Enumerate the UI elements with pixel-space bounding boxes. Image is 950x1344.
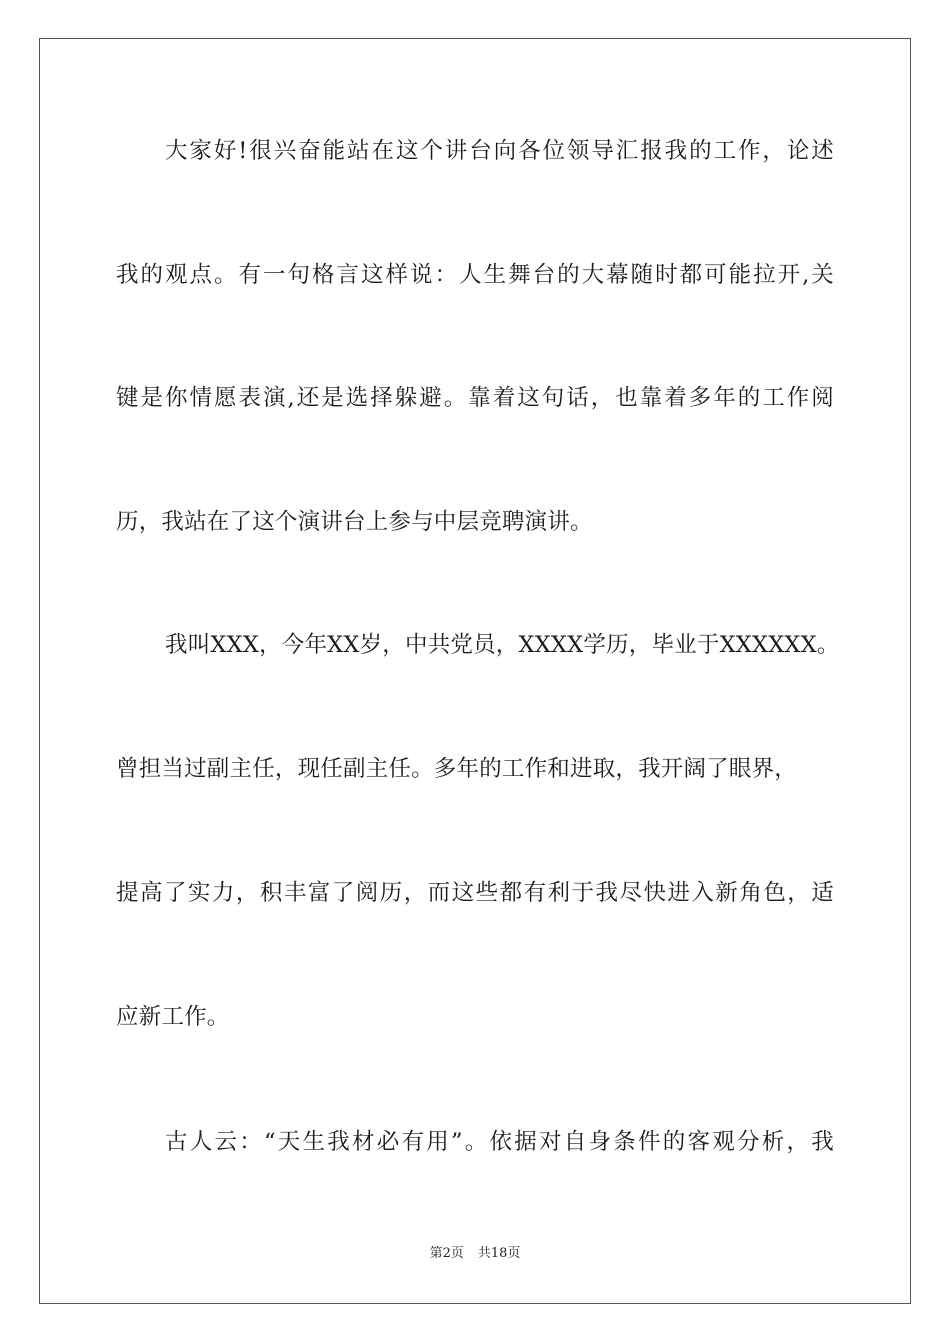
- paragraph-line: 提高了实力，积丰富了阅历，而这些都有利于我尽快进入新角色，适: [116, 880, 834, 906]
- page-border: [39, 38, 911, 1304]
- page-footer: [0, 1245, 950, 1263]
- paragraph-line: 应新工作。: [116, 1004, 230, 1030]
- total-pages: 共18页: [477, 1246, 521, 1261]
- page-number: 第2页: [429, 1246, 464, 1261]
- paragraph-line: 大家好!很兴奋能站在这个讲台向各位领导汇报我的工作，论述: [165, 138, 834, 164]
- paragraph-line: 古人云：“天生我材必有用”。依据对自身条件的客观分析，我: [165, 1129, 834, 1155]
- paragraph-line: 我叫XXX，今年XX岁，中共党员，XXXX学历，毕业于XXXXXX。: [165, 632, 840, 658]
- paragraph-line: 历，我站在了这个演讲台上参与中层竞聘演讲。: [116, 509, 593, 535]
- paragraph-line: 曾担当过副主任，现任副主任。多年的工作和进取，我开阔了眼界，: [116, 756, 798, 782]
- paragraph-line: 键是你情愿表演,还是选择躲避。靠着这句话，也靠着多年的工作阅: [116, 385, 834, 411]
- paragraph-line: 我的观点。有一句格言这样说：人生舞台的大幕随时都可能拉开,关: [116, 262, 834, 288]
